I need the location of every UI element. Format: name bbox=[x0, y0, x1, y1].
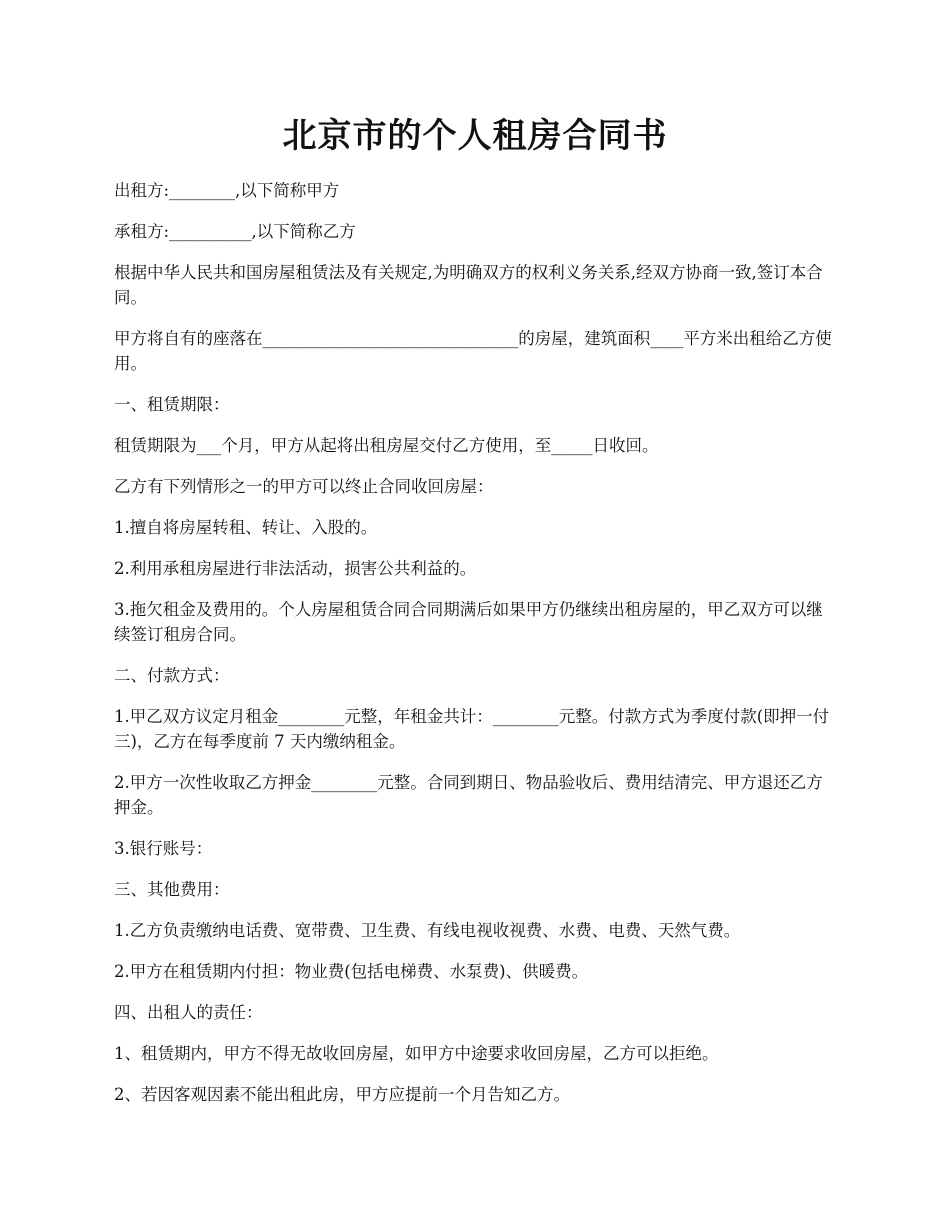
lessee-line: 承租方:__________,以下简称乙方 bbox=[114, 222, 356, 241]
duties-item-2: 2、若因客观因素不能出租此房，甲方应提前一个月告知乙方。 bbox=[114, 1085, 570, 1104]
payment-item-1: 1.甲乙双方议定月租金________元整，年租金共计：________元整。付款方式为季度付款(即押一付三)，乙方在每季度前 7 天内缴纳租金。 bbox=[114, 707, 830, 751]
duties-item-1: 1、租赁期内，甲方不得无故收回房屋，如甲方中途要求收回房屋，乙方可以拒绝。 bbox=[114, 1044, 719, 1063]
section-heading-lease-term: 一、租赁期限： bbox=[114, 395, 230, 414]
preamble-paragraph: 根据中华人民共和国房屋租赁法及有关规定,为明确双方的权利义务关系,经双方协商一致,签订本合同。 bbox=[114, 263, 823, 307]
termination-item-3: 3.拖欠租金及费用的。个人房屋租赁合同合同期满后如果甲方仍继续出租房屋的，甲乙双方可以继续签订租房合同。 bbox=[114, 600, 823, 644]
document-body bbox=[114, 178, 836, 1123]
payment-item-3: 3.银行账号： bbox=[114, 839, 213, 858]
section-heading-other-fees: 三、其他费用： bbox=[114, 880, 230, 899]
termination-conditions-intro: 乙方有下列情形之一的甲方可以终止合同收回房屋： bbox=[114, 477, 494, 496]
payment-item-2: 2.甲方一次性收取乙方押金________元整。合同到期日、物品验收后、费用结清完、甲方退还乙方押金。 bbox=[114, 773, 823, 817]
fees-item-2: 2.甲方在租赁期内付担：物业费(包括电梯费、水泵费)、供暖费。 bbox=[114, 962, 589, 981]
lease-term-paragraph: 租赁期限为___个月，甲方从起将出租房屋交付乙方使用，至_____日收回。 bbox=[114, 436, 659, 455]
document-title: 北京市的个人租房合同书 bbox=[282, 116, 668, 156]
property-paragraph: 甲方将自有的座落在_______________________________的房屋，建筑面积____平方米出租给乙方使用。 bbox=[114, 329, 832, 373]
lessor-line: 出租方:________,以下简称甲方 bbox=[114, 181, 340, 200]
section-heading-lessor-duties: 四、出租人的责任： bbox=[114, 1003, 263, 1022]
fees-item-1: 1.乙方负责缴纳电话费、宽带费、卫生费、有线电视收视费、水费、电费、天然气费。 bbox=[114, 921, 741, 940]
termination-item-2: 2.利用承租房屋进行非法活动，损害公共利益的。 bbox=[114, 559, 477, 578]
termination-item-1: 1.擅自将房屋转租、转让、入股的。 bbox=[114, 518, 378, 537]
section-heading-payment: 二、付款方式： bbox=[114, 666, 230, 685]
